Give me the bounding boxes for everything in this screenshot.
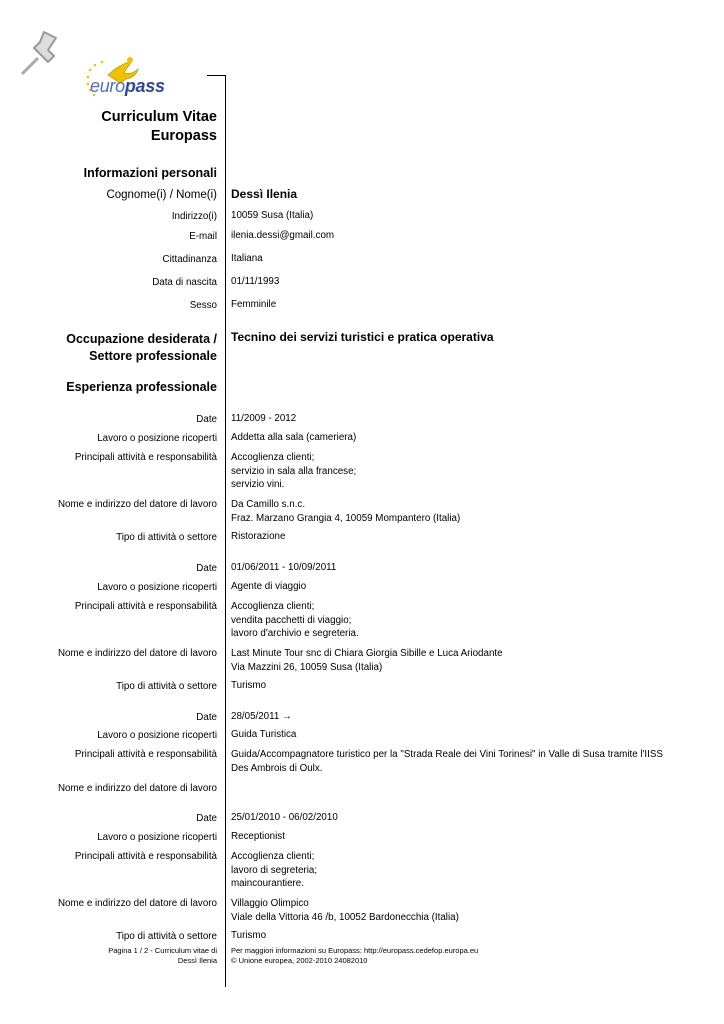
title-line-2: Europass [150, 128, 217, 144]
activity-line: servizio vini. [231, 479, 285, 490]
europass-logo-text [90, 76, 165, 97]
entry-activities-label: Principali attività e responsabilità [74, 452, 217, 463]
entry-date: 01/06/2011 - 10/09/2011 [231, 562, 337, 573]
activity-line: maincourantiere. [231, 878, 304, 889]
activity-line: lavoro d'archivio e segreteria. [231, 628, 359, 639]
entry-employer [231, 498, 460, 525]
employer-line: Villaggio Olimpico [231, 898, 309, 909]
logo-brand-bold: pass [124, 76, 165, 96]
entry-employer-label: Nome e indirizzo del datore di lavoro [57, 783, 217, 794]
activity-line: Accoglienza clienti; [231, 851, 315, 862]
entry-sector-label: Tipo di attività o settore [116, 681, 217, 692]
entry-position: Guida Turistica [231, 729, 297, 740]
entry-position: Addetta alla sala (cameriera) [231, 432, 357, 443]
entry-employer [231, 647, 503, 674]
employer-line: Fraz. Marzano Grangia 4, 10059 Mompantero (Italia) [231, 512, 461, 524]
entry-activities [231, 850, 317, 891]
header-divider [207, 75, 225, 76]
email-value: ilenia.dessi@gmail.com [231, 230, 335, 241]
birth-label: Data di nascita [152, 277, 217, 288]
activity-line: servizio in sala alla francese; [231, 465, 357, 477]
employer-line: Via Mazzini 26, 10059 Susa (Italia) [231, 661, 383, 673]
document-title [101, 108, 217, 146]
entry-date: 11/2009 - 2012 [231, 413, 297, 424]
pin-icon [18, 28, 68, 78]
name-value: Dessì Ilenia [231, 187, 298, 201]
entry-position: Agente di viaggio [231, 581, 307, 592]
column-divider [225, 75, 226, 987]
experience-heading: Esperienza professionale [66, 380, 217, 394]
sex-label: Sesso [189, 300, 217, 311]
personal-info-heading: Informazioni personali [83, 166, 217, 180]
entry-position: Receptionist [231, 831, 285, 842]
activity-line: Des Ambrois di Oulx. [231, 762, 323, 774]
logo-brand-light: euro [90, 76, 125, 96]
entry-sector-label: Tipo di attività o settore [116, 931, 217, 942]
email-label: E-mail [189, 231, 217, 242]
entry-activities [231, 451, 356, 492]
entry-activities-label: Principali attività e responsabilità [74, 851, 217, 862]
desired-label-line-1: Occupazione desiderata / [66, 332, 217, 346]
entry-activities [231, 600, 359, 641]
entry-activities-label: Principali attività e responsabilità [74, 749, 217, 760]
entry-date-label: Date [196, 414, 217, 425]
citizenship-label: Cittadinanza [162, 254, 217, 265]
address-label: Indirizzo(i) [171, 211, 217, 222]
entry-activities [231, 748, 663, 775]
entry-position-label: Lavoro o posizione ricoperti [97, 433, 217, 444]
footer-page-info [108, 946, 217, 966]
name-label: Cognome(i) / Nome(i) [106, 189, 217, 201]
desired-label-line-2: Settore professionale [89, 349, 217, 363]
entry-position-label: Lavoro o posizione ricoperti [97, 832, 217, 843]
footer-info [231, 946, 478, 966]
entry-employer-label: Nome e indirizzo del datore di lavoro [57, 898, 217, 909]
entry-sector-label: Tipo di attività o settore [116, 532, 217, 543]
entry-date: 25/01/2010 - 06/02/2010 [231, 812, 338, 823]
citizenship-value: Italiana [231, 253, 263, 264]
title-line-1: Curriculum Vitae [101, 109, 217, 125]
entry-sector: Ristorazione [231, 531, 286, 542]
entry-date-label: Date [196, 563, 217, 574]
entry-employer-label: Nome e indirizzo del datore di lavoro [57, 499, 217, 510]
employer-line: Last Minute Tour snc di Chiara Giorgia Sibille e Luca Ariodante [231, 648, 503, 659]
desired-occupation-value: Tecnino dei servizi turistici e pratica operativa [231, 330, 494, 344]
sex-value: Femminile [231, 299, 277, 310]
activity-line: Guida/Accompagnatore turistico per la "Strada Reale dei Vini Torinesi" in Valle di Susa tramite l'IISS [231, 749, 663, 760]
footer-name-line: Dessì Ilenia [177, 956, 217, 965]
activity-line: Accoglienza clienti; [231, 601, 315, 612]
employer-line: Viale della Vittoria 46 /b, 10052 Bardonecchia (Italia) [231, 911, 459, 923]
activity-line: lavoro di segreteria; [231, 864, 318, 876]
address-value: 10059 Susa (Italia) [231, 210, 314, 221]
entry-activities-label: Principali attività e responsabilità [74, 601, 217, 612]
entry-employer-label: Nome e indirizzo del datore di lavoro [57, 648, 217, 659]
footer-copyright-line: © Unione europea, 2002-2010 24082010 [231, 956, 368, 965]
entry-date: 28/05/2011 → [231, 711, 292, 722]
entry-date-label: Date [196, 712, 217, 723]
activity-line: Accoglienza clienti; [231, 452, 315, 463]
activity-line: vendita pacchetti di viaggio; [231, 614, 352, 626]
footer-page-line: Pagina 1 / 2 - Curriculum vitae di [108, 946, 217, 955]
footer-link-line: Per maggiori informazioni su Europass: http://europass.cedefop.europa.eu [231, 946, 479, 955]
employer-line: Da Camillo s.n.c. [231, 499, 306, 510]
birth-value: 01/11/1993 [231, 276, 280, 287]
desired-occupation-label [66, 331, 217, 365]
entry-sector: Turismo [231, 930, 267, 941]
entry-employer [231, 897, 459, 924]
entry-position-label: Lavoro o posizione ricoperti [97, 582, 217, 593]
entry-position-label: Lavoro o posizione ricoperti [97, 730, 217, 741]
entry-sector: Turismo [231, 680, 267, 691]
entry-date-label: Date [196, 813, 217, 824]
